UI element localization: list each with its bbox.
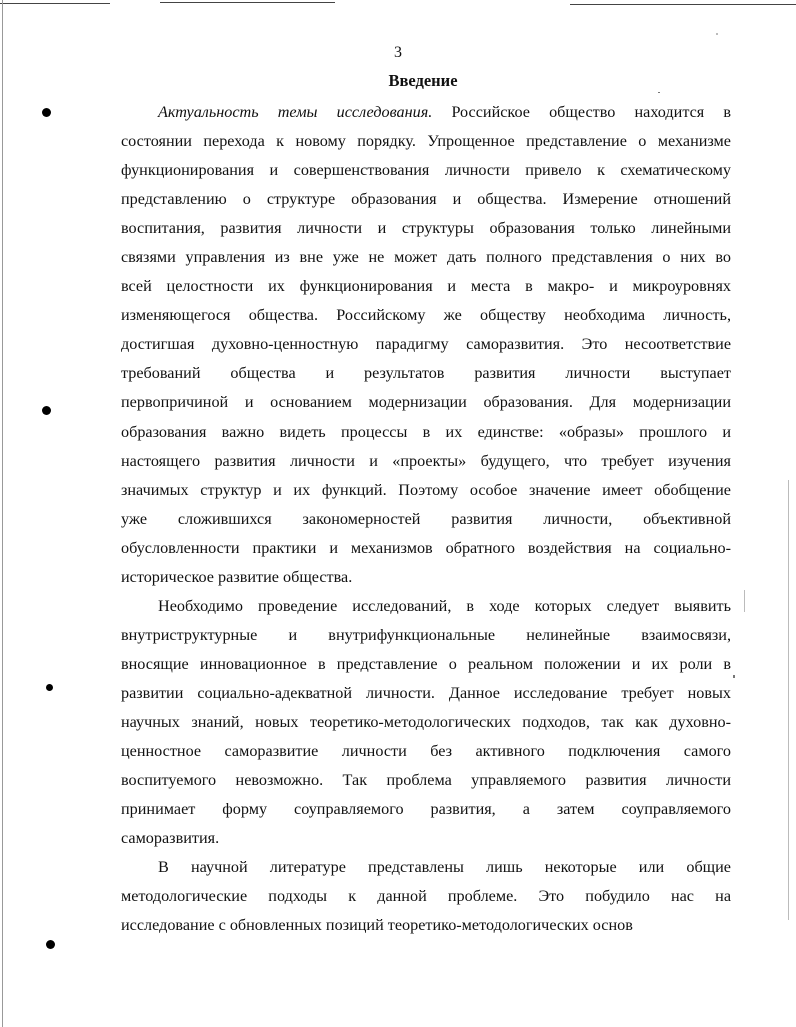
text-line (121, 272, 731, 301)
text-line (121, 127, 731, 156)
text-line (121, 418, 731, 447)
text-line (121, 882, 731, 911)
text-line-content: воспитания, развития личности и структуры образования только линейными (121, 219, 731, 238)
text-line-content: достигшая духовно-ценностную парадигму саморазвития. Это несоответствие (121, 335, 731, 354)
text-line-content: требований общества и результатов развития личности выступает (121, 364, 731, 383)
scan-speck (716, 33, 718, 35)
text-line-content: развитии социально-адекватной личности. Данное исследование требует новых (121, 683, 731, 702)
text-line (121, 650, 731, 679)
section-label: Актуальность темы исследования. (158, 103, 433, 121)
text-line (121, 214, 731, 243)
scan-speck (733, 675, 735, 678)
text-line-content: воспитуемого невозможно. Так проблема управляемого развития личности (121, 771, 731, 790)
text-line-content: исследование с обновленных позиций теоретико-методологических основ (121, 916, 633, 935)
text-line (121, 679, 731, 708)
text-line-content: внутриструктурные и внутрифункциональные нелинейные взаимосвязи, (121, 625, 731, 644)
text-line-content: саморазвития. (121, 829, 220, 848)
text-line (121, 301, 731, 330)
text-line (121, 824, 731, 853)
text-line (121, 766, 731, 795)
text-line-content: вносящие инновационное в представление о реальном положении и их роли в (121, 654, 731, 673)
text-line-content: настоящего развития личности и «проекты» будущего, что требует изучения (121, 451, 731, 470)
text-line-content: всей целостности их функционирования и места в макро- и микроуровнях (121, 277, 731, 296)
text-line-content: образования важно видеть процессы в их единстве: «образы» прошлого и (121, 422, 731, 441)
text-line (121, 388, 731, 417)
scan-top-line-mid (160, 2, 335, 3)
text-line-content: представлению о структуре образования и общества. Измерение отношений (121, 190, 731, 209)
scan-left-edge (2, 0, 3, 1027)
text-line-content: Российское общество находится в (432, 103, 731, 121)
text-line-content: первопричиной и основанием модернизации образования. Для модернизации (121, 393, 731, 412)
text-line (121, 795, 731, 824)
text-line-content: В научной литературе представлены лишь некоторые или общие (158, 858, 731, 877)
scan-speck (658, 92, 660, 93)
text-line (121, 563, 731, 592)
punch-hole-mark (46, 684, 53, 691)
text-line (121, 708, 731, 737)
page-number: 3 (394, 44, 402, 61)
text-line-content: состоянии перехода к новому порядку. Упрощенное представление о механизме (121, 132, 731, 151)
text-line-content: Необходимо проведение исследований, в ходе которых следует выявить (158, 596, 731, 615)
punch-hole-mark (42, 108, 51, 117)
scan-right-edge (788, 480, 789, 920)
text-line (121, 505, 731, 534)
punch-hole-mark (42, 406, 51, 415)
body-text (121, 98, 731, 940)
text-line (121, 447, 731, 476)
text-line-content: уже сложившихся закономерностей развития личности, объективной (121, 509, 731, 528)
text-line-content: историческое развитие общества. (121, 567, 353, 586)
text-line-content: связями управления из вне уже не может дать полного представления о них во (121, 248, 731, 267)
text-line (121, 98, 731, 127)
text-line (121, 592, 731, 621)
scan-speck (744, 590, 745, 612)
text-line-content: значимых структур и их функций. Поэтому особое значение имеет обобщение (121, 480, 731, 499)
text-line (121, 330, 731, 359)
text-line (121, 243, 731, 272)
text-line (121, 476, 731, 505)
text-line (121, 359, 731, 388)
text-line (121, 737, 731, 766)
page-title: Введение (388, 71, 458, 90)
text-line-content: методологические подходы к данной проблеме. Это побудило нас на (121, 887, 731, 906)
text-line (121, 534, 731, 563)
text-line-content: научных знаний, новых теоретико-методологических подходов, так как духовно- (121, 712, 731, 731)
text-line (121, 621, 731, 650)
text-line (121, 185, 731, 214)
text-line (121, 156, 731, 185)
text-line-content: принимает форму соуправляемого развития, а затем соуправляемого (121, 800, 731, 819)
text-line-content: функционирования и совершенствования личности привело к схематическому (121, 161, 731, 180)
text-line-content: изменяющегося общества. Российскому же обществу необходима личность, (121, 306, 731, 325)
text-line (121, 853, 731, 882)
scan-top-line-right (570, 4, 796, 5)
scan-top-line-left (0, 3, 110, 4)
punch-hole-mark (46, 940, 55, 949)
text-line-content: обусловленности практики и механизмов обратного воздействия на социально- (121, 538, 731, 557)
text-line-content: ценностное саморазвитие личности без активного подключения самого (121, 742, 731, 761)
text-line (121, 911, 731, 940)
